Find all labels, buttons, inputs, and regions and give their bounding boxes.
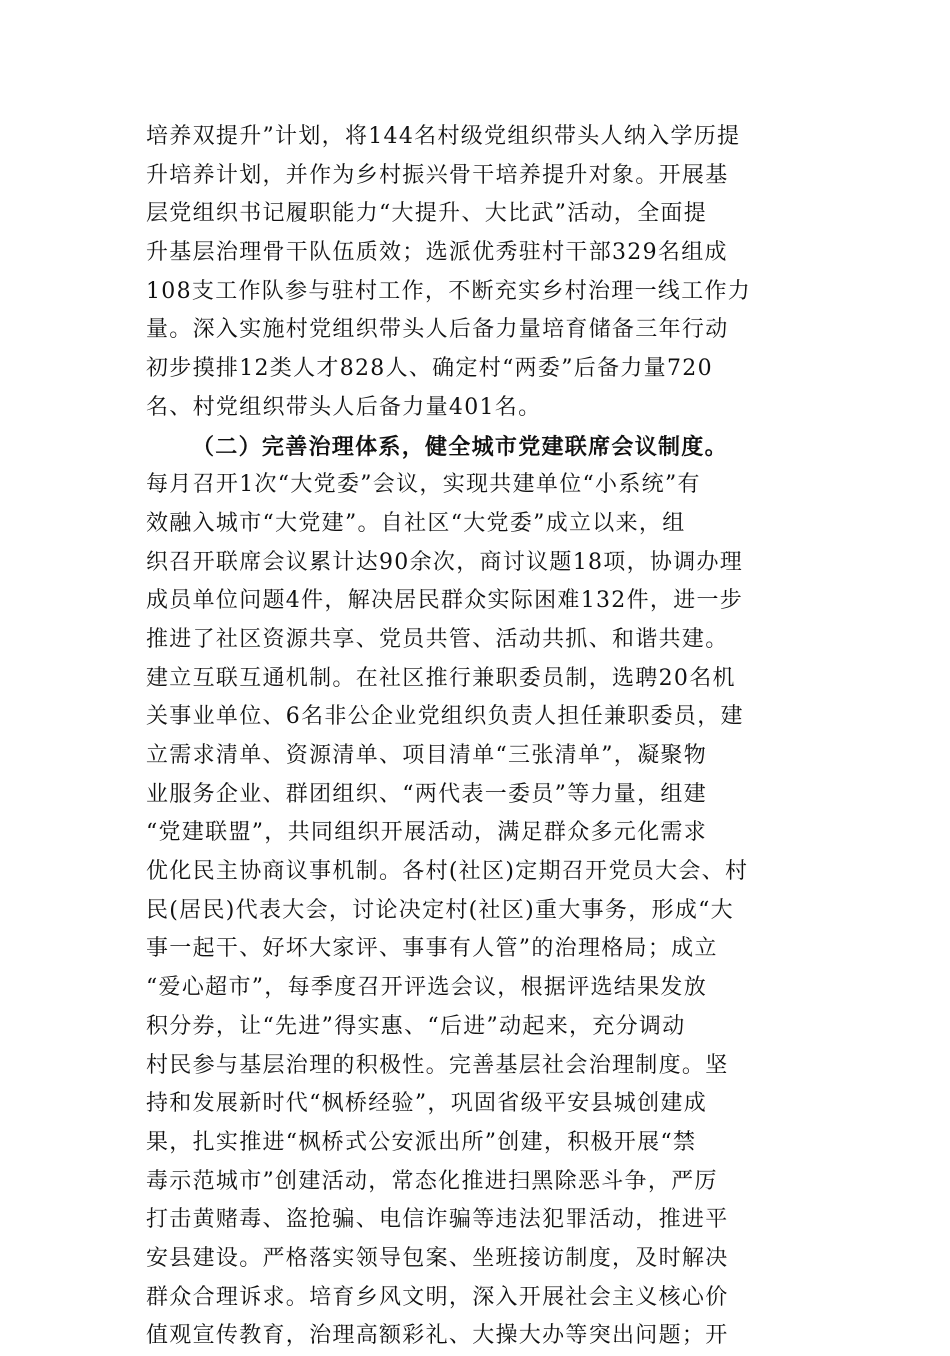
- text-line: 持和发展新时代“枫桥经验”，巩固省级平安县城创建成: [146, 1091, 707, 1117]
- text-line: 事一起干、好坏大家评、事事有人管”的治理格局；成立: [146, 936, 718, 962]
- text-line: 村民参与基层治理的积极性。完善基层社会治理制度。坚: [146, 1052, 729, 1078]
- text-line: 名、村党组织带头人后备力量401名。: [146, 394, 542, 420]
- text-line: 推进了社区资源共享、党员共管、活动共抓、和谐共建。: [146, 626, 729, 652]
- text-line: 毒示范城市”创建活动，常态化推进扫黑除恶斗争，严厉: [146, 1168, 718, 1194]
- text-line: 优化民主协商议事机制。各村(社区)定期召开党员大会、村: [146, 859, 749, 885]
- text-line: 升培养计划，并作为乡村振兴骨干培养提升对象。开展基: [146, 162, 729, 188]
- text-line: 民(居民)代表大会，讨论决定村(社区)重大事务，形成“大: [146, 897, 734, 923]
- text-line: 打击黄赌毒、盗抢骗、电信诈骗等违法犯罪活动，推进平: [146, 1207, 729, 1233]
- text-line: 建立互联互通机制。在社区推行兼职委员制，选聘20名机: [146, 665, 736, 691]
- text-line: 积分券，让“先进”得实惠、“后进”动起来，充分调动: [146, 1013, 686, 1039]
- text-line: 成员单位问题4件，解决居民群众实际困难132件，进一步: [146, 588, 744, 614]
- text-line: 立需求清单、资源清单、项目清单“三张清单”，凝聚物: [146, 743, 707, 768]
- text-line: 群众合理诉求。培育乡风文明，深入开展社会主义核心价: [146, 1284, 729, 1310]
- text-line: 值观宣传教育，治理高额彩礼、大操大办等突出问题；开: [146, 1323, 729, 1349]
- text-line: 108支工作队参与驻村工作，不断充实乡村治理一线工作力: [146, 278, 752, 304]
- text-line: 织召开联席会议累计达90余次，商讨议题18项，协调办理: [146, 549, 744, 575]
- text-line: 层党组织书记履职能力“大提升、大比武”活动，全面提: [146, 201, 707, 227]
- text-line: “党建联盟”，共同组织开展活动，满足群众多元化需求: [146, 820, 707, 846]
- text-line: 果，扎实推进“枫桥式公安派出所”创建，积极开展“禁: [146, 1129, 697, 1155]
- text-line: 效融入城市“大党建”。自社区“大党委”成立以来，组: [146, 510, 686, 536]
- text-line: 培养双提升”计划，将144名村级党组织带头人纳入学历提: [146, 124, 741, 149]
- text-line: 每月召开1次“大党委”会议，实现共建单位“小系统”有: [146, 472, 701, 498]
- text-line: “爱心超市”，每季度召开评选会议，根据评选结果发放: [146, 975, 707, 1001]
- text-line: 安县建设。严格落实领导包案、坐班接访制度，及时解决: [146, 1245, 729, 1271]
- section-heading: （二）完善治理体系，健全城市党建联席会议制度。: [192, 433, 728, 460]
- text-line: 量。深入实施村党组织带头人后备力量培育储备三年行动: [146, 317, 729, 343]
- text-line: 升基层治理骨干队伍质效；选派优秀驻村干部329名组成: [146, 240, 728, 266]
- text-line: 初步摸排12类人才828人、确定村“两委”后备力量720: [146, 356, 713, 382]
- text-line: 业服务企业、群团组织、“两代表一委员”等力量，组建: [146, 781, 707, 807]
- text-line: 关事业单位、6名非公企业党组织负责人担任兼职委员，建: [146, 704, 744, 730]
- body-text: [146, 118, 826, 1356]
